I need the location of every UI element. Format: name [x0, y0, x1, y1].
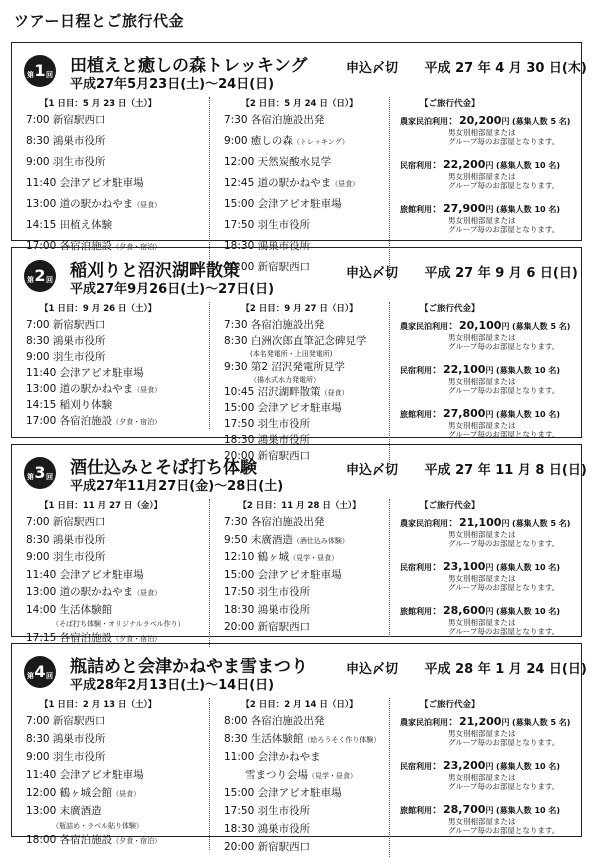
tour-dates: 平成27年11月27日(金)〜28日(土) — [70, 479, 284, 494]
tour-name: 酒仕込みとそば打ち体験 — [70, 458, 257, 478]
price-row — [392, 156, 581, 172]
price-unit: 円 — [501, 117, 510, 126]
schedule-item — [12, 133, 209, 154]
schedule-item — [210, 217, 389, 238]
price-row — [392, 200, 581, 216]
badge-suffix: 回 — [46, 71, 53, 79]
price-unit: 円 — [501, 322, 510, 331]
schedule-text: 18:30 鴻巣市役所 — [224, 603, 311, 616]
badge-prefix: 第 — [27, 276, 34, 284]
schedule-item — [210, 713, 389, 731]
price-row — [392, 713, 581, 729]
price-section — [392, 97, 581, 235]
price-block — [392, 801, 581, 836]
badge-number: 2 — [34, 266, 46, 285]
price-heading: 【ご旅行代金】 — [420, 99, 480, 109]
schedule-item — [12, 365, 209, 381]
tour-number-badge — [24, 656, 56, 688]
price-label: 旅館利用 — [400, 205, 432, 214]
price-unit: 円 — [485, 366, 494, 375]
price-block — [392, 200, 581, 235]
schedule-note: （見学・昼食） — [308, 772, 357, 780]
schedule-note: （夕食・宿泊） — [112, 634, 162, 643]
schedule-text: 13:00 道の駅かねやま — [26, 586, 134, 598]
schedule-item — [12, 333, 209, 349]
price-block — [392, 602, 581, 637]
schedule-text: 17:15 各宿泊施設 — [26, 631, 113, 644]
day1-heading: 【1 日目：5 月 23 日（土）】 — [40, 99, 157, 109]
schedule-text: 17:00 各宿泊施設 — [26, 415, 113, 427]
room-note-2: グループ毎のお部屋となります。 — [448, 738, 560, 748]
deadline-label: 申込〆切 — [346, 61, 399, 76]
badge-suffix: 回 — [46, 276, 53, 284]
schedule-text: 8:30 白洲次郎直筆記念碑見学 — [224, 335, 367, 347]
schedule-text: 15:00 会津アピオ駐車場 — [224, 568, 342, 581]
schedule-note: （夕食・宿泊） — [112, 243, 162, 251]
day1-heading: 【1 日目：11 月 27 日（金）】 — [40, 501, 163, 511]
price-amount: ：22,200 — [432, 158, 486, 171]
price-unit: 円 — [485, 762, 494, 771]
room-note-2: グループ毎のお部屋となります。 — [448, 342, 560, 352]
price-row — [392, 405, 581, 421]
schedule-text: 17:50 羽生市役所 — [224, 805, 311, 817]
schedule-text: 13:00 末廣酒造 — [26, 805, 102, 817]
day1-schedule — [12, 97, 210, 259]
schedule-text: 9:00 羽生市役所 — [26, 551, 106, 563]
room-note-2: グループ毎のお部屋となります。 — [448, 826, 560, 836]
schedule-text: 11:40 会津アピオ駐車場 — [26, 568, 144, 581]
room-note-1: 男女別相部屋または — [448, 216, 516, 225]
price-block — [392, 558, 581, 593]
schedule-item — [12, 713, 209, 731]
room-note-2: グループ毎のお部屋となります。 — [448, 782, 560, 792]
price-amount: ：20,100 — [448, 319, 502, 332]
tour-box — [11, 643, 587, 853]
deadline-date: 平成 27 年 9 月 6 日(日) — [424, 266, 578, 281]
price-capacity: (募集人数 10 名) — [496, 366, 561, 375]
price-row — [392, 558, 581, 574]
deadline — [346, 57, 587, 76]
schedule-text: 15:00 会津アピオ駐車場 — [224, 402, 342, 415]
schedule-text: 7:30 各宿泊施設出発 — [224, 516, 325, 528]
badge-prefix: 第 — [27, 71, 34, 79]
room-note-2: グループ毎のお部屋となります。 — [448, 137, 560, 147]
schedule-text: 20:00 新宿駅西口 — [224, 621, 311, 633]
schedule-note: （そば打ち体験・オリジナルラベル作り） — [52, 620, 185, 628]
schedule-text: 14:00 生活体験館 — [26, 603, 113, 616]
price-capacity: (募集人数 5 名) — [512, 117, 571, 126]
price-label: 農家民泊利用 — [400, 117, 448, 126]
price-amount: ：22,100 — [432, 363, 486, 376]
day2-schedule — [210, 698, 390, 857]
room-note-1: 男女別相部屋または — [448, 128, 516, 137]
price-block — [392, 112, 581, 147]
schedule-text: 9:00 羽生市役所 — [26, 156, 106, 168]
price-unit: 円 — [485, 806, 494, 815]
schedule-item — [210, 333, 389, 349]
tour-dates: 平成27年5月23日(土)〜24日(日) — [70, 77, 275, 92]
schedule-text: 14:15 稲刈り体験 — [26, 399, 113, 411]
room-note-1: 男女別相部屋または — [448, 530, 516, 539]
schedule-note: （瓶詰め・ラベル貼り体験） — [52, 822, 143, 830]
schedule-text: 14:15 田植え体験 — [26, 219, 113, 231]
price-row — [392, 112, 581, 128]
deadline — [346, 459, 587, 478]
price-block — [392, 317, 581, 352]
schedule-item — [12, 602, 209, 620]
schedule-item — [210, 133, 389, 154]
schedule-text: 18:30 鴻巣市役所 — [224, 823, 311, 835]
schedule-text: 17:50 羽生市役所 — [224, 418, 311, 431]
deadline-label: 申込〆切 — [346, 266, 399, 281]
schedule-item — [12, 584, 209, 602]
tour-name: 瓶詰めと会津かねやま雪まつり — [70, 657, 308, 677]
schedule-text: 11:40 会津アピオ駐車場 — [26, 769, 144, 781]
schedule-item — [12, 767, 209, 785]
day2-schedule — [210, 499, 390, 637]
day1-schedule — [12, 499, 210, 647]
schedule-item — [210, 400, 389, 416]
schedule-text: 13:00 道の駅かねやま — [26, 198, 134, 210]
schedule-text: 雪まつり会場 — [224, 769, 308, 781]
room-note-1: 男女別相部屋または — [448, 333, 516, 342]
room-note-2: グループ毎のお部屋となります。 — [448, 583, 560, 593]
schedule-item — [210, 767, 389, 785]
schedule-text: 17:50 羽生市役所 — [224, 219, 311, 231]
schedule-text: 13:00 道の駅かねやま — [26, 383, 134, 395]
schedule-note: （揚水式水力発電所） — [250, 375, 320, 384]
tour-box — [11, 247, 582, 463]
price-block — [392, 156, 581, 191]
room-note-2: グループ毎のお部屋となります。 — [448, 386, 560, 396]
price-unit: 円 — [485, 563, 494, 572]
tour-name: 田植えと癒しの森トレッキング — [70, 56, 308, 76]
price-unit: 円 — [485, 607, 494, 616]
price-capacity: (募集人数 10 名) — [496, 762, 561, 771]
room-note-2: グループ毎のお部屋となります。 — [448, 539, 560, 549]
day1-schedule — [12, 302, 210, 429]
schedule-text: 9:00 癒しの森 — [224, 135, 293, 147]
tour-box — [11, 444, 587, 644]
schedule-item — [210, 839, 389, 857]
schedule-text: 7:00 新宿駅西口 — [26, 319, 106, 331]
deadline-date: 平成 27 年 4 月 30 日(木) — [424, 61, 587, 76]
room-note-1: 男女別相部屋または — [448, 773, 516, 782]
day1-schedule — [12, 698, 210, 850]
schedule-note: （見学・昼食） — [289, 554, 339, 562]
schedule-item — [210, 567, 389, 585]
schedule-text: 17:50 羽生市役所 — [224, 586, 311, 598]
schedule-item — [210, 549, 389, 567]
schedule-item — [210, 749, 389, 767]
room-note-1: 男女別相部屋または — [448, 377, 516, 386]
price-amount: ：27,900 — [432, 202, 486, 215]
day2-schedule — [210, 302, 390, 464]
schedule-text: 15:00 会津アピオ駐車場 — [224, 198, 342, 210]
price-label: 農家民泊利用 — [400, 718, 448, 727]
price-amount: ：20,200 — [448, 114, 502, 127]
price-label: 民宿利用 — [400, 366, 432, 375]
schedule-item — [210, 175, 389, 196]
schedule-text: 8:30 鴻巣市役所 — [26, 533, 106, 546]
price-capacity: (募集人数 10 名) — [496, 410, 561, 419]
schedule-note: （昼食） — [133, 589, 162, 597]
price-capacity: (募集人数 10 名) — [496, 205, 561, 214]
schedule-note: （夕食・宿泊） — [112, 836, 162, 845]
schedule-item — [12, 381, 209, 397]
schedule-item — [12, 514, 209, 532]
schedule-item — [210, 785, 389, 803]
price-label: 民宿利用 — [400, 161, 432, 170]
schedule-item — [12, 154, 209, 175]
schedule-text: 8:00 各宿泊施設出発 — [224, 715, 325, 727]
deadline — [346, 658, 587, 677]
tour-number-badge — [24, 260, 56, 292]
price-section — [392, 302, 581, 440]
price-label: 農家民泊利用 — [400, 322, 448, 331]
schedule-note: （昼食） — [133, 386, 162, 394]
schedule-item — [210, 821, 389, 839]
schedule-text: 12:10 鶴ヶ城 — [224, 551, 290, 563]
badge-number: 1 — [34, 61, 46, 80]
deadline — [346, 262, 578, 281]
schedule-text: 8:30 鴻巣市役所 — [26, 733, 106, 745]
schedule-text: 9:00 羽生市役所 — [26, 751, 106, 763]
schedule-item — [210, 584, 389, 602]
price-row — [392, 801, 581, 817]
price-label: 民宿利用 — [400, 563, 432, 572]
tour-dates: 平成28年2月13日(土)〜14日(日) — [70, 678, 275, 693]
schedule-item — [210, 416, 389, 432]
price-heading: 【ご旅行代金】 — [420, 700, 480, 710]
day2-heading: 【2 日目：9 月 27 日（日）】 — [241, 304, 358, 314]
price-row — [392, 602, 581, 618]
schedule-item — [12, 731, 209, 749]
price-capacity: (募集人数 5 名) — [512, 718, 571, 727]
day2-heading: 【2 日目：5 月 24 日（日）】 — [241, 99, 358, 109]
price-row — [392, 361, 581, 377]
price-capacity: (募集人数 10 名) — [496, 806, 561, 815]
price-amount: ：28,700 — [432, 803, 486, 816]
schedule-item — [12, 175, 209, 196]
price-block — [392, 713, 581, 748]
price-capacity: (募集人数 10 名) — [496, 607, 561, 616]
schedule-note: （昼食） — [133, 201, 162, 209]
badge-prefix: 第 — [27, 672, 34, 680]
price-block — [392, 361, 581, 396]
schedule-text: 9:30 第2 沼沢発電所見学 — [224, 360, 345, 373]
room-note-1: 男女別相部屋または — [448, 421, 516, 430]
day1-heading: 【1 日目：9 月 26 日（土）】 — [40, 304, 157, 314]
page-title: ツアー日程とご旅行代金 — [14, 12, 185, 30]
price-heading: 【ご旅行代金】 — [420, 501, 480, 511]
schedule-item — [12, 549, 209, 567]
price-section — [392, 499, 581, 637]
price-row — [392, 514, 581, 530]
price-row — [392, 757, 581, 773]
schedule-item — [210, 384, 389, 400]
badge-prefix: 第 — [27, 473, 34, 481]
tour-dates: 平成27年9月26日(土)〜27日(日) — [70, 282, 275, 297]
schedule-text: 11:40 会津アピオ駐車場 — [26, 367, 144, 379]
schedule-note: （昼食） — [320, 389, 349, 398]
schedule-text: 15:00 会津アピオ駐車場 — [224, 787, 342, 799]
schedule-item — [210, 112, 389, 133]
schedule-item — [12, 803, 209, 821]
schedule-item — [210, 317, 389, 333]
schedule-text: 8:30 鴻巣市役所 — [26, 335, 106, 347]
schedule-item — [12, 317, 209, 333]
schedule-note: （トレッキング） — [292, 138, 349, 146]
price-capacity: (募集人数 10 名) — [496, 161, 561, 170]
price-block — [392, 405, 581, 440]
schedule-text: 7:00 新宿駅西口 — [26, 516, 106, 528]
schedule-item — [210, 731, 389, 749]
price-unit: 円 — [501, 519, 510, 528]
schedule-item — [12, 785, 209, 803]
room-note-1: 男女別相部屋または — [448, 574, 516, 583]
deadline-label: 申込〆切 — [346, 463, 399, 478]
price-block — [392, 514, 581, 549]
room-note-2: グループ毎のお部屋となります。 — [448, 225, 560, 235]
schedule-item — [12, 532, 209, 550]
price-label: 旅館利用 — [400, 410, 432, 419]
tour-number-badge — [24, 457, 56, 489]
schedule-text: 7:30 各宿泊施設出発 — [224, 114, 325, 126]
schedule-text: 7:00 新宿駅西口 — [26, 715, 106, 727]
badge-number: 3 — [34, 463, 46, 482]
schedule-text: 10:45 沼沢湖畔散策 — [224, 386, 321, 399]
schedule-text: 18:30 鴻巣市役所 — [224, 240, 311, 252]
price-amount: ：21,200 — [448, 715, 502, 728]
price-amount: ：28,600 — [432, 604, 486, 617]
price-row — [392, 317, 581, 333]
schedule-item — [210, 514, 389, 532]
schedule-item — [210, 619, 389, 637]
schedule-text: 20:00 新宿駅西口 — [224, 450, 311, 463]
schedule-text: 9:00 羽生市役所 — [26, 351, 106, 363]
schedule-item — [12, 349, 209, 365]
deadline-date: 平成 27 年 11 月 8 日(日) — [424, 463, 587, 478]
schedule-note: （酒仕込み体験） — [292, 536, 349, 545]
price-amount: ：23,200 — [432, 759, 486, 772]
schedule-text: 12:00 天然炭酸水見学 — [224, 156, 332, 168]
schedule-text: 9:50 末廣酒造 — [224, 533, 293, 546]
price-label: 旅館利用 — [400, 607, 432, 616]
price-capacity: (募集人数 10 名) — [496, 563, 561, 572]
schedule-text: 12:45 道の駅かねやま — [224, 177, 332, 189]
schedule-item — [12, 217, 209, 238]
schedule-text: 17:00 各宿泊施設 — [26, 240, 113, 252]
price-amount: ：23,100 — [432, 560, 486, 573]
schedule-text: 18:00 各宿泊施設 — [26, 833, 113, 846]
schedule-item — [12, 112, 209, 133]
schedule-note: （昼食） — [331, 180, 360, 188]
schedule-note: （絵ろうそく作り体験） — [303, 736, 381, 744]
price-capacity: (募集人数 5 名) — [512, 519, 571, 528]
badge-suffix: 回 — [46, 672, 53, 680]
badge-number: 4 — [34, 662, 46, 681]
price-label: 民宿利用 — [400, 762, 432, 771]
schedule-text: 8:30 生活体験館 — [224, 733, 304, 745]
schedule-item — [210, 532, 389, 550]
day1-heading: 【1 日目：2 月 13 日（土）】 — [40, 700, 157, 710]
schedule-item — [12, 749, 209, 767]
schedule-text: 7:00 新宿駅西口 — [26, 114, 106, 126]
schedule-item — [210, 359, 389, 375]
price-block — [392, 757, 581, 792]
room-note-1: 男女別相部屋または — [448, 172, 516, 181]
schedule-text: 7:30 各宿泊施設出発 — [224, 319, 325, 331]
schedule-text: 8:30 鴻巣市役所 — [26, 135, 106, 147]
deadline-date: 平成 28 年 1 月 24 日(日) — [424, 662, 587, 677]
price-unit: 円 — [485, 161, 494, 170]
schedule-item — [12, 413, 209, 429]
schedule-note: (本名発電所・上田発電所) — [250, 350, 333, 358]
price-capacity: (募集人数 5 名) — [512, 322, 571, 331]
tour-number-badge — [24, 55, 56, 87]
price-label: 旅館利用 — [400, 806, 432, 815]
price-unit: 円 — [501, 718, 510, 727]
price-heading: 【ご旅行代金】 — [420, 304, 480, 314]
deadline-label: 申込〆切 — [346, 662, 399, 677]
room-note-1: 男女別相部屋または — [448, 618, 516, 627]
room-note-2: グループ毎のお部屋となります。 — [448, 430, 560, 440]
price-amount: ：27,800 — [432, 407, 486, 420]
schedule-text: 11:00 会津かねやま — [224, 751, 321, 763]
room-note-1: 男女別相部屋または — [448, 817, 516, 826]
schedule-note: （昼食） — [112, 790, 141, 798]
day2-heading: 【2 日目：11 月 28 日（土）】 — [238, 501, 361, 511]
price-unit: 円 — [485, 410, 494, 419]
schedule-text: 18:30 鴻巣市役所 — [224, 434, 311, 447]
schedule-text: 11:40 会津アピオ駐車場 — [26, 177, 144, 189]
schedule-text: 20:00 新宿駅西口 — [224, 841, 311, 853]
price-section — [392, 698, 581, 836]
schedule-item — [210, 154, 389, 175]
room-note-1: 男女別相部屋または — [448, 729, 516, 738]
tour-name: 稲刈りと沼沢湖畔散策 — [70, 261, 240, 281]
price-amount: ：21,100 — [448, 516, 502, 529]
price-unit: 円 — [485, 205, 494, 214]
schedule-text: 12:00 鶴ヶ城会館 — [26, 787, 113, 799]
price-label: 農家民泊利用 — [400, 519, 448, 528]
schedule-item — [12, 397, 209, 413]
room-note-2: グループ毎のお部屋となります。 — [448, 181, 560, 191]
room-note-2: グループ毎のお部屋となります。 — [448, 627, 560, 637]
schedule-item — [12, 196, 209, 217]
day2-heading: 【2 日目：2 月 14 日（日）】 — [241, 700, 358, 710]
schedule-item — [210, 602, 389, 620]
schedule-item — [210, 803, 389, 821]
schedule-item — [210, 196, 389, 217]
badge-suffix: 回 — [46, 473, 53, 481]
schedule-text: 20:00 新宿駅西口 — [224, 261, 311, 273]
schedule-note: （夕食・宿泊） — [112, 418, 162, 426]
schedule-item — [12, 567, 209, 585]
